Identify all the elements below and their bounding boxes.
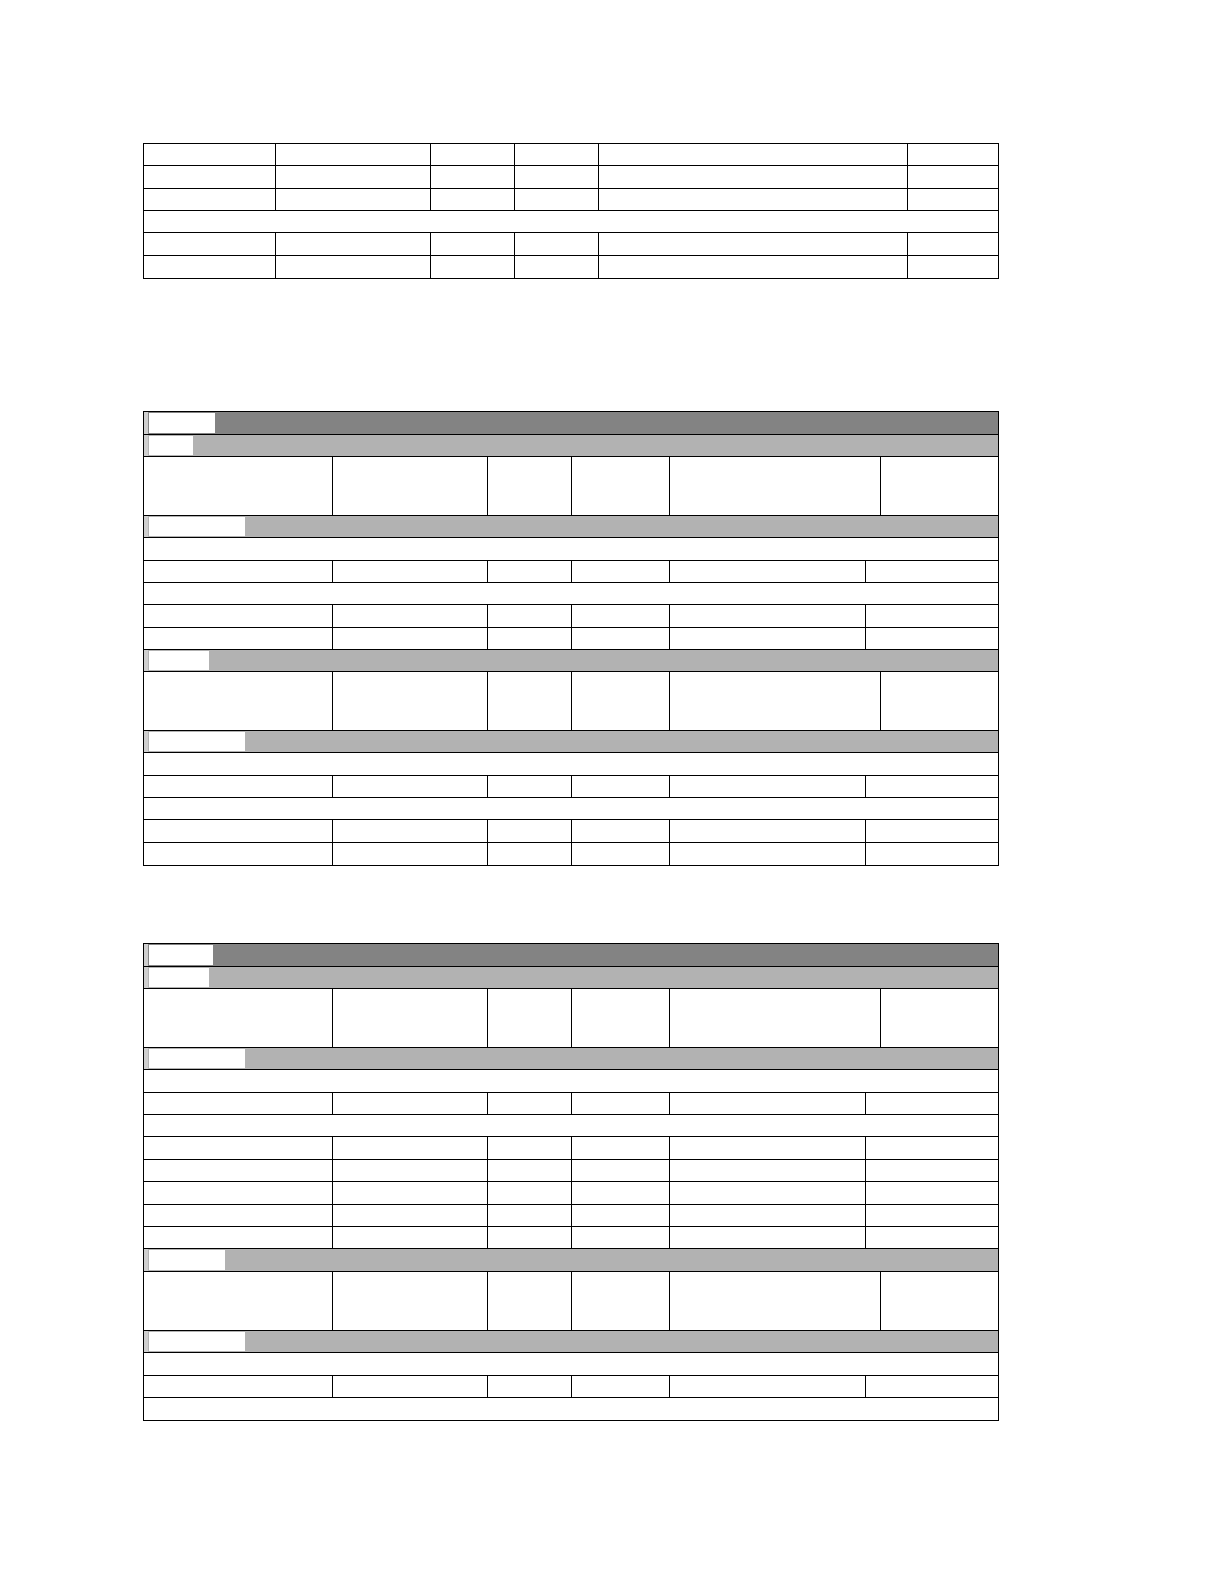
column-header-cell [333,672,488,730]
table-cell [572,1376,670,1397]
top-table-cell [276,256,431,278]
top-table-cell [515,233,599,255]
top-table-row [144,166,998,189]
group-header-label [149,517,245,536]
table-cell [144,1227,333,1248]
table-cell [144,843,333,865]
table-cell [866,820,998,842]
column-header-cell [572,672,670,730]
column-header-cell [488,989,572,1047]
table-cell [488,776,572,797]
table-cell [488,628,572,649]
table-cell [333,1137,488,1159]
top-table-cell [431,256,515,278]
table-cell [488,1160,572,1181]
section-header [144,944,998,967]
top-table-cell [908,189,998,210]
table-cell [488,605,572,627]
table-row [144,561,998,583]
note-cell [144,1070,998,1092]
top-table-cell [515,256,599,278]
table-cell [488,1205,572,1226]
group-header-label [149,1332,245,1351]
table-cell [670,561,866,582]
table-cell [670,820,866,842]
table-cell [866,1205,998,1226]
table-cell [488,561,572,582]
table-cell [670,843,866,865]
section-header-label [149,413,215,433]
table-cell [144,820,333,842]
top-table-cell [431,166,515,188]
column-header-cell [144,1272,333,1330]
table-cell [866,1182,998,1204]
table-cell [144,1376,333,1397]
group-header-label [149,732,245,751]
table-cell [866,1227,998,1248]
table-row [144,605,998,628]
subsection-header [144,650,998,672]
column-header-cell [333,989,488,1047]
table-cell [866,628,998,649]
section-header [144,412,998,435]
table-cell [144,1205,333,1226]
column-header-cell [488,457,572,515]
top-table-cell [144,144,276,165]
note-row [144,1070,998,1093]
top-table-cell [908,166,998,188]
top-table-cell [276,144,431,165]
table-cell [144,561,333,582]
table-row [144,843,998,865]
column-header-cell [572,1272,670,1330]
table-cell [670,1160,866,1181]
table-cell [572,820,670,842]
table-cell [866,843,998,865]
table-row [144,1093,998,1115]
column-header-row [144,1272,998,1331]
note-row [144,583,998,605]
top-table [143,143,999,279]
table-cell [333,1160,488,1181]
note-row [144,753,998,776]
top-table-cell [908,144,998,165]
table-cell [144,628,333,649]
subsection-header-label [149,1250,225,1270]
table-cell [572,843,670,865]
column-header-cell [144,457,333,515]
column-header-cell [881,989,998,1047]
subsection-header-label [149,651,209,670]
note-row [144,538,998,561]
table-cell [333,776,488,797]
table-cell [144,776,333,797]
column-header-cell [670,672,881,730]
subsection-header-label [149,968,209,987]
column-header-cell [881,457,998,515]
top-table-cell [908,256,998,278]
group-header [144,1331,998,1353]
table-row [144,1137,998,1160]
table-cell [670,1227,866,1248]
table-cell [572,1227,670,1248]
table-cell [333,820,488,842]
top-table-cell [599,189,908,210]
top-table-spanning-cell [144,211,998,232]
column-header-row [144,672,998,731]
table-cell [572,1182,670,1204]
top-table-cell [908,233,998,255]
column-header-cell [670,457,881,515]
table-cell [866,1160,998,1181]
table-cell [670,776,866,797]
column-header-cell [572,457,670,515]
table-cell [144,1137,333,1159]
table-cell [488,1137,572,1159]
table-row [144,1160,998,1182]
table-cell [333,1376,488,1397]
subsection-header [144,967,998,989]
table-cell [670,1182,866,1204]
table-cell [333,1182,488,1204]
subsection-header-label [149,436,193,455]
table-cell [866,1093,998,1114]
note-cell [144,1115,998,1136]
note-row [144,798,998,820]
table-row [144,776,998,798]
note-cell [144,538,998,560]
note-row [144,1115,998,1137]
table-row [144,820,998,843]
top-table-cell [276,166,431,188]
note-cell [144,798,998,819]
top-table-cell [144,233,276,255]
column-header-row [144,989,998,1048]
table-cell [144,1182,333,1204]
top-table-cell [515,189,599,210]
table-cell [670,1376,866,1397]
table-cell [488,820,572,842]
table-row [144,1182,998,1205]
column-header-cell [333,457,488,515]
table-cell [488,1376,572,1397]
column-header-cell [881,672,998,730]
top-table-cell [144,189,276,210]
note-cell [144,1398,998,1420]
table-cell [866,605,998,627]
table-cell [333,1227,488,1248]
top-table-row [144,144,998,166]
table-row [144,1227,998,1249]
top-table-cell [599,166,908,188]
subsection-header [144,435,998,457]
note-cell [144,753,998,775]
table-row [144,1376,998,1398]
top-table-row [144,211,998,233]
table-cell [866,561,998,582]
table-cell [333,1093,488,1114]
table-cell [572,1160,670,1181]
column-header-cell [333,1272,488,1330]
table-cell [572,605,670,627]
section-table-a [143,411,999,866]
table-cell [333,628,488,649]
top-table-cell [144,166,276,188]
section-table-b [143,943,999,1421]
note-row [144,1353,998,1376]
table-cell [572,1093,670,1114]
top-table-cell [431,233,515,255]
table-cell [333,1205,488,1226]
table-cell [572,628,670,649]
table-cell [144,1160,333,1181]
table-cell [488,1182,572,1204]
column-header-cell [488,1272,572,1330]
table-cell [572,1205,670,1226]
column-header-cell [144,989,333,1047]
table-cell [488,1093,572,1114]
table-cell [333,843,488,865]
table-cell [572,1137,670,1159]
table-cell [866,1137,998,1159]
top-table-cell [431,189,515,210]
top-table-cell [276,189,431,210]
table-cell [488,1227,572,1248]
table-cell [866,776,998,797]
group-header [144,1048,998,1070]
table-cell [670,1093,866,1114]
column-header-cell [488,672,572,730]
top-table-cell [599,233,908,255]
column-header-cell [881,1272,998,1330]
column-header-row [144,457,998,516]
table-cell [144,605,333,627]
note-cell [144,583,998,604]
table-cell [572,561,670,582]
table-row [144,628,998,650]
group-header [144,731,998,753]
group-header [144,516,998,538]
section-header-label [149,945,213,965]
note-row [144,1398,998,1420]
top-table-cell [144,256,276,278]
table-cell [670,605,866,627]
table-cell [572,776,670,797]
top-table-cell [599,144,908,165]
column-header-cell [670,989,881,1047]
table-cell [670,1205,866,1226]
table-cell [333,561,488,582]
top-table-row [144,189,998,211]
group-header-label [149,1049,245,1068]
top-table-cell [515,166,599,188]
top-table-cell [276,233,431,255]
top-table-cell [431,144,515,165]
table-cell [333,605,488,627]
column-header-cell [572,989,670,1047]
table-cell [866,1376,998,1397]
table-cell [144,1093,333,1114]
table-cell [488,843,572,865]
table-cell [670,1137,866,1159]
top-table-cell [599,256,908,278]
subsection-header [144,1249,998,1272]
top-table-row [144,233,998,256]
table-row [144,1205,998,1227]
top-table-row [144,256,998,278]
column-header-cell [670,1272,881,1330]
column-header-cell [144,672,333,730]
note-cell [144,1353,998,1375]
table-cell [670,628,866,649]
top-table-cell [515,144,599,165]
